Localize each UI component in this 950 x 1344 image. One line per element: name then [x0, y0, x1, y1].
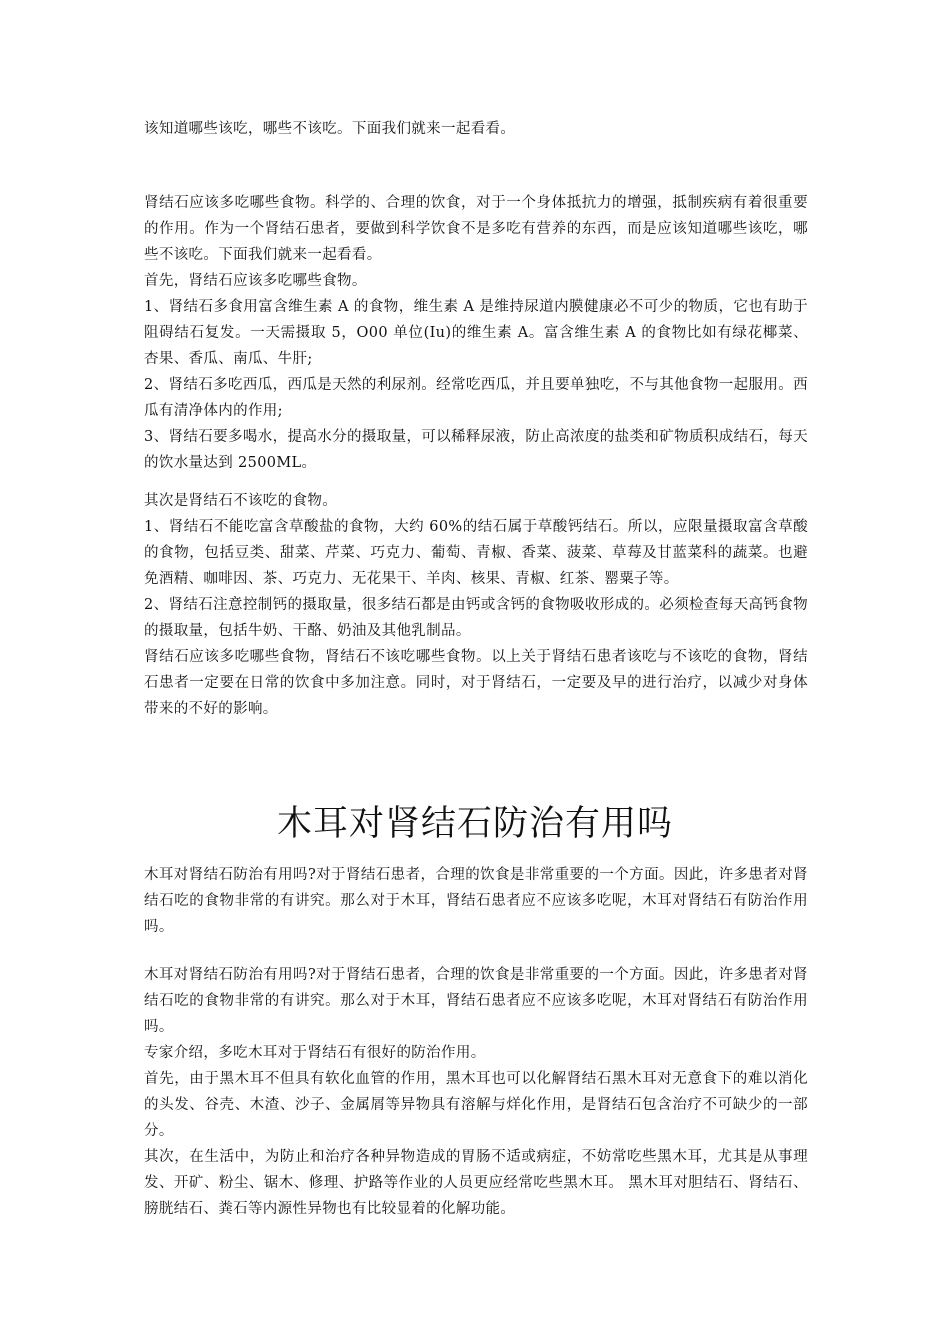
paragraph: 肾结石应该多吃哪些食物。科学的、合理的饮食，对于一个身体抵抗力的增强，抵制疾病有着很重要的作用。作为一个肾结石患者，要做到科学饮食不是多吃有营养的东西，而是应该知道哪些该吃，哪些不该吃。下面我们就来一起看看。	[144, 195, 808, 263]
title-block	[0, 800, 950, 848]
paragraph: 首先，肾结石应该多吃哪些食物。	[144, 273, 367, 289]
paragraph: 肾结石应该多吃哪些食物，肾结石不该吃哪些食物。以上关于肾结石患者该吃与不该吃的食物，肾结石患者一定要在日常的饮食中多加注意。同时，对于肾结石，一定要及早的进行治疗，以减少对身体带来的不好的影响。	[144, 649, 808, 717]
paragraph: 2、肾结石多吃西瓜，西瓜是天然的利尿剂。经常吃西瓜，并且要单独吃，不与其他食物一起服用。西瓜有清净体内的作用;	[144, 377, 808, 419]
article-title: 木耳对肾结石防治有用吗	[276, 804, 673, 844]
paragraph: 1、肾结石不能吃富含草酸盐的食物，大约 60%的结石属于草酸钙结石。所以，应限量摄取富含草酸的食物，包括豆类、甜菜、芹菜、巧克力、葡萄、青椒、香菜、菠菜、草莓及甘蓝菜科的蔬菜。也避免酒精、咖啡因、茶、巧克力、无花果干、羊肉、核果、青椒、红茶、罂粟子等。	[144, 519, 808, 587]
paragraph: 首先，由于黑木耳不但具有软化血管的作用，黑木耳也可以化解肾结石黑木耳对无意食下的难以消化的头发、谷壳、木渣、沙子、金属屑等异物具有溶解与烊化作用，是肾结石包含治疗不可缺少的一部分。	[144, 1071, 808, 1139]
paragraph: 木耳对肾结石防治有用吗?对于肾结石患者，合理的饮食是非常重要的一个方面。因此，许多患者对肾结石吃的食物非常的有讲究。那么对于木耳，肾结石患者应不应该多吃呢，木耳对肾结石有防治作用吗。	[144, 867, 808, 935]
paragraph: 专家介绍，多吃木耳对于肾结石有很好的防治作用。	[144, 1045, 486, 1061]
paragraph: 木耳对肾结石防治有用吗?对于肾结石患者，合理的饮食是非常重要的一个方面。因此，许多患者对肾结石吃的食物非常的有讲究。那么对于木耳，肾结石患者应不应该多吃呢，木耳对肾结石有防治作用吗。	[144, 967, 808, 1035]
paragraph: 2、肾结石注意控制钙的摄取量，很多结石都是由钙或含钙的食物吸收形成的。必须检查每天高钙食物的摄取量，包括牛奶、干酪、奶油及其他乳制品。	[144, 597, 808, 639]
article-summary-section	[144, 862, 808, 940]
foods-to-avoid-section	[144, 488, 808, 722]
paragraph: 其次是肾结石不该吃的食物。	[144, 493, 338, 509]
article-body-section	[144, 962, 808, 1222]
paragraph: 1、肾结石多食用富含维生素 A 的食物，维生素 A 是维持尿道内膜健康必不可少的物质，它也有助于阻碍结石复发。一天需摄取 5，O00 单位(Iu)的维生素 A。富含维生素 A 的食物比如有绿花椰菜、杏果、香瓜、南瓜、牛肝;	[144, 299, 808, 367]
paragraph: 3、肾结石要多喝水，提高水分的摄取量，可以稀释尿液，防止高浓度的盐类和矿物质积成结石，每天的饮水量达到 2500ML。	[144, 429, 808, 471]
foods-to-eat-section	[144, 190, 808, 476]
intro-block	[144, 116, 808, 142]
intro-paragraph: 该知道哪些该吃，哪些不该吃。下面我们就来一起看看。	[144, 121, 516, 137]
paragraph: 其次，在生活中，为防止和治疗各种异物造成的胃肠不适或病症，不妨常吃些黑木耳，尤其是从事理发、开矿、粉尘、锯木、修理、护路等作业的人员更应经常吃些黑木耳。 黑木耳对胆结石、肾结石、膀胱结石、粪石等内源性异物也有比较显着的化解功能。	[144, 1149, 808, 1217]
